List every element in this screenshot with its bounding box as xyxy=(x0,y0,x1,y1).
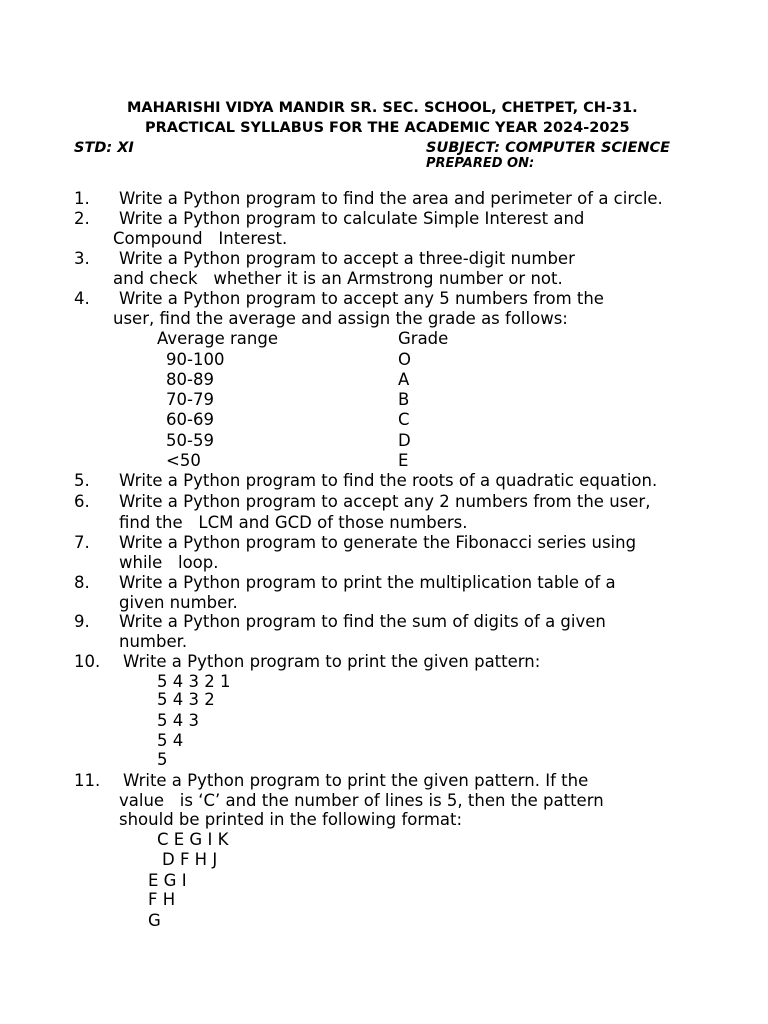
pattern-line: 5 xyxy=(157,750,168,769)
std-label: STD: XI xyxy=(74,140,134,156)
item-text: Write a Python program to accept any 2 numbers from the user, xyxy=(119,492,651,511)
school-name: MAHARISHI VIDYA MANDIR SR. SEC. SCHOOL, CHETPET, CH-31. xyxy=(127,100,638,116)
grade-value: D xyxy=(398,431,411,450)
item-text: number. xyxy=(119,632,188,651)
item-number: 11. xyxy=(74,771,101,790)
grade-range: 60-69 xyxy=(166,410,214,429)
item-text: value is ‘C’ and the number of lines is 5, then the pattern xyxy=(119,791,604,810)
pattern-line: 5 4 3 2 1 xyxy=(157,672,231,691)
item-text: should be printed in the following format: xyxy=(119,810,463,829)
grade-range: 90-100 xyxy=(166,350,225,369)
item-number: 8. xyxy=(74,573,90,592)
item-text: find the LCM and GCD of those numbers. xyxy=(119,513,468,532)
grade-value: E xyxy=(398,451,409,470)
grade-range: 70-79 xyxy=(166,390,214,409)
grade-value: A xyxy=(398,370,410,389)
item-number: 5. xyxy=(74,471,90,490)
item-number: 2. xyxy=(74,209,90,228)
syllabus-title: PRACTICAL SYLLABUS FOR THE ACADEMIC YEAR 2024-2025 xyxy=(145,120,630,136)
item-text: Write a Python program to calculate Simple Interest and xyxy=(119,209,585,228)
item-text: while loop. xyxy=(119,553,219,572)
pattern-line: C E G I K xyxy=(157,830,229,849)
grade-range: <50 xyxy=(166,451,201,470)
item-number: 10. xyxy=(74,652,101,671)
item-number: 6. xyxy=(74,492,90,511)
item-text: Write a Python program to find the area and perimeter of a circle. xyxy=(119,189,663,208)
item-text: Write a Python program to print the multiplication table of a xyxy=(119,573,616,592)
grade-range: 50-59 xyxy=(166,431,214,450)
item-text: Write a Python program to generate the Fibonacci series using xyxy=(119,533,637,552)
pattern-line: 5 4 3 2 xyxy=(157,690,215,709)
item-number: 1. xyxy=(74,189,90,208)
grade-value: O xyxy=(398,350,411,369)
item-text: Write a Python program to print the given pattern: xyxy=(123,652,541,671)
pattern-line: E G I xyxy=(148,871,187,890)
item-text: user, find the average and assign the grade as follows: xyxy=(113,309,568,328)
item-text: Write a Python program to accept a three-digit number xyxy=(119,249,575,268)
item-text: and check whether it is an Armstrong number or not. xyxy=(113,269,563,288)
item-number: 4. xyxy=(74,289,90,308)
pattern-line: D F H J xyxy=(162,850,218,869)
grade-range: 80-89 xyxy=(166,370,214,389)
grade-value: C xyxy=(398,410,410,429)
item-text: Compound Interest. xyxy=(113,229,288,248)
prepared-on-label: PREPARED ON: xyxy=(426,156,535,171)
item-text: Write a Python program to accept any 5 numbers from the xyxy=(119,289,604,308)
pattern-line: 5 4 3 xyxy=(157,711,199,730)
grade-value: B xyxy=(398,390,410,409)
pattern-line: F H xyxy=(148,890,176,909)
item-text: Write a Python program to print the given pattern. If the xyxy=(123,771,589,790)
item-number: 7. xyxy=(74,533,90,552)
item-text: given number. xyxy=(119,593,238,612)
subject-label: SUBJECT: COMPUTER SCIENCE xyxy=(426,140,671,156)
item-number: 9. xyxy=(74,612,90,631)
grade-table-header: Grade xyxy=(398,329,449,348)
item-text: Write a Python program to find the roots of a quadratic equation. xyxy=(119,471,658,490)
pattern-line: 5 4 xyxy=(157,731,184,750)
item-number: 3. xyxy=(74,249,90,268)
pattern-line: G xyxy=(148,911,161,930)
grade-table-header: Average range xyxy=(157,329,278,348)
item-text: Write a Python program to find the sum of digits of a given xyxy=(119,612,606,631)
